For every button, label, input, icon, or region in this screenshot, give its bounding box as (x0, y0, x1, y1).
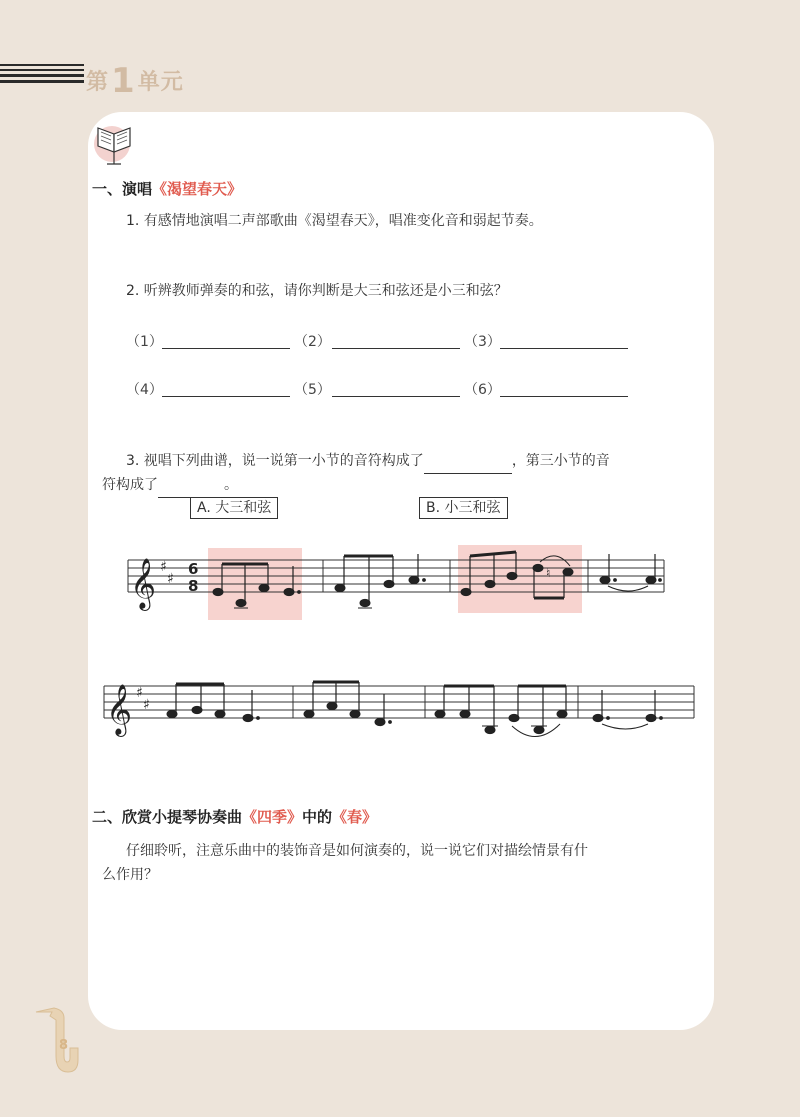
chord-blank-label-4: （4） (126, 382, 163, 398)
chord-blank-label-1: （1） (126, 334, 163, 350)
treble-clef-1: 𝄞 (130, 558, 157, 609)
svg-text:♮: ♮ (546, 566, 551, 580)
unit-title-prefix: 第 (86, 70, 110, 95)
section2-movement-title: 《春》 (332, 808, 378, 826)
option-b-label: B. 小三和弦 (419, 497, 508, 519)
staff-2-lines (104, 686, 694, 718)
question-1: 1. 有感情地演唱二声部歌曲《渴望春天》，唱准变化音和弱起节奏。 (126, 213, 543, 229)
chord-blank-label-5: （5） (294, 382, 331, 398)
chord-blank-label-3: （3） (464, 334, 501, 350)
treble-clef-2: 𝄞 (106, 684, 133, 735)
chord-blank-label-6: （6） (464, 382, 501, 398)
section2-title-prefix: 二、欣赏小提琴协奏曲 (92, 808, 243, 826)
measure-2-notes (335, 554, 425, 608)
option-a-label: A. 大三和弦 (190, 497, 278, 519)
key-sharp-2a: ♯ (136, 685, 143, 701)
question-3-text-1: 3. 视唱下列曲谱，说一说第一小节的音符构成了 (126, 453, 424, 469)
key-sharp-1b: ♯ (167, 571, 174, 587)
key-sharp-2b: ♯ (143, 697, 150, 713)
section1-song-title: 《渴望春天》 (152, 180, 243, 198)
time-signature-top: 6 (188, 560, 199, 578)
section1-title: 一、演唱 (92, 180, 153, 198)
unit-title-suffix: 单元 (137, 70, 184, 95)
page-number: 8 (59, 1038, 69, 1053)
question-2: 2. 听辨教师弹奏的和弦，请你判断是大三和弦还是小三和弦？ (126, 283, 508, 299)
question-3-text-3: 符构成了 (102, 477, 158, 493)
unit-number: 1 (111, 61, 136, 101)
section2-work-title: 《四季》 (242, 808, 303, 826)
question-3-text-end: 。 (224, 477, 238, 493)
saxophone-icon (30, 1006, 80, 1078)
question-3-text-2: ，第三小节的音 (511, 453, 610, 469)
chord-blank-label-2: （2） (294, 334, 331, 350)
section2-title-mid: 中的 (302, 808, 333, 826)
section2-text-line-2: 么作用？ (102, 867, 158, 883)
section2-text-line-1: 仔细聆听，注意乐曲中的装饰音是如何演奏的，说一说它们对描绘情景有什 (126, 843, 588, 859)
key-sharp-1a: ♯ (160, 559, 167, 575)
measure-6-notes (304, 682, 391, 726)
measure-5-notes (167, 684, 259, 722)
time-signature-bottom: 8 (188, 577, 199, 595)
section2-heading (92, 806, 377, 827)
